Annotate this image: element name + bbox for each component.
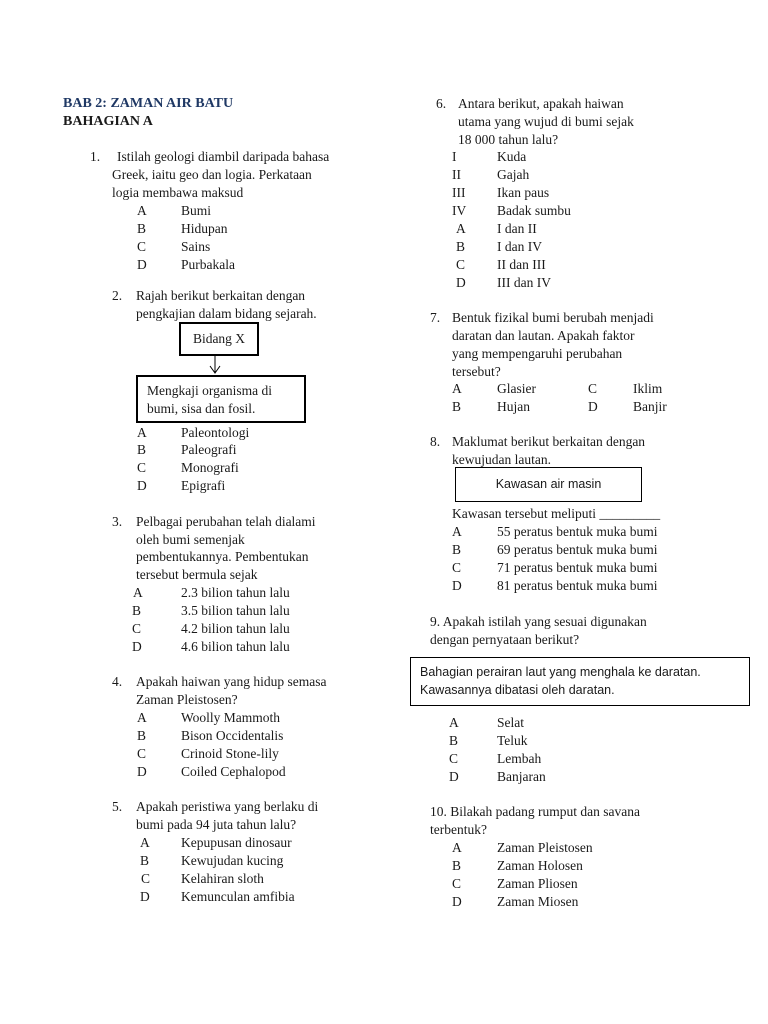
question-text: Greek, iaitu geo dan logia. Perkataan: [112, 167, 312, 182]
option-text[interactable]: Zaman Holosen: [497, 858, 583, 873]
option-letter[interactable]: D: [588, 399, 598, 414]
option-text[interactable]: 4.6 bilion tahun lalu: [181, 639, 290, 654]
question-text: utama yang wujud di bumi sejak: [458, 114, 634, 129]
option-text[interactable]: Lembah: [497, 751, 542, 766]
question-text: yang mempengaruhi perubahan: [452, 346, 623, 361]
option-text[interactable]: Hujan: [497, 399, 530, 414]
option-text[interactable]: Paleografi: [181, 442, 237, 457]
option-text[interactable]: Crinoid Stone-lily: [181, 746, 279, 761]
question-text: pembentukannya. Pembentukan: [136, 549, 309, 564]
question-text: tersebut bermula sejak: [136, 567, 258, 582]
option-letter[interactable]: D: [137, 257, 147, 272]
question-number: 4.: [112, 674, 123, 689]
question-text: 9. Apakah istilah yang sesuai digunakan: [430, 614, 647, 629]
question-text: Pelbagai perubahan telah dialami: [136, 514, 316, 529]
option-letter[interactable]: D: [452, 894, 462, 909]
option-text[interactable]: III dan IV: [497, 275, 551, 290]
option-letter[interactable]: A: [452, 840, 462, 855]
chapter-title: BAB 2: ZAMAN AIR BATU: [63, 96, 234, 111]
question-text: pengkajian dalam bidang sejarah.: [136, 306, 317, 321]
statement-numeral: IV: [452, 203, 467, 218]
question-text: oleh bumi semenjak: [136, 532, 245, 547]
option-text[interactable]: 55 peratus bentuk muka bumi: [497, 524, 658, 539]
option-letter[interactable]: B: [137, 221, 147, 236]
option-letter[interactable]: A: [133, 585, 143, 600]
option-text[interactable]: Glasier: [497, 381, 536, 396]
statement-text: Ikan paus: [497, 185, 550, 200]
question-number: 8.: [430, 434, 441, 449]
statement-numeral: I: [452, 149, 457, 164]
question-number: 3.: [112, 514, 123, 529]
question-text: kewujudan lautan.: [452, 452, 551, 467]
option-letter[interactable]: D: [449, 769, 459, 784]
option-text[interactable]: Bumi: [181, 203, 212, 218]
option-letter[interactable]: C: [137, 239, 147, 254]
question-text: Apakah haiwan yang hidup semasa: [136, 674, 327, 689]
question-text: Istilah geologi diambil daripada bahasa: [117, 149, 330, 164]
option-text[interactable]: Woolly Mammoth: [181, 710, 281, 725]
diagram-box-bottom: [136, 375, 306, 423]
option-letter[interactable]: D: [456, 275, 466, 290]
option-letter[interactable]: B: [452, 858, 462, 873]
question-number: 6.: [436, 96, 447, 111]
option-letter[interactable]: A: [140, 835, 150, 850]
option-letter[interactable]: D: [140, 889, 150, 904]
option-text[interactable]: I dan II: [497, 221, 537, 236]
option-text[interactable]: Purbakala: [181, 257, 235, 272]
statement-text: Gajah: [497, 167, 530, 182]
option-text[interactable]: Zaman Pliosen: [497, 876, 578, 891]
option-text[interactable]: 69 peratus bentuk muka bumi: [497, 542, 658, 557]
option-letter[interactable]: A: [137, 203, 147, 218]
option-text[interactable]: Zaman Pleistosen: [497, 840, 593, 855]
diagram-box-label: Bidang X: [192, 331, 246, 346]
option-text[interactable]: Monografi: [181, 460, 239, 475]
option-letter[interactable]: B: [140, 853, 150, 868]
option-text[interactable]: I dan IV: [497, 239, 542, 254]
option-letter[interactable]: A: [449, 715, 459, 730]
question-number: 7.: [430, 310, 441, 325]
option-text[interactable]: Coiled Cephalopod: [181, 764, 286, 779]
option-text[interactable]: Hidupan: [181, 221, 228, 236]
option-text[interactable]: Banjaran: [497, 769, 546, 784]
option-text[interactable]: Kemunculan amfibia: [181, 889, 295, 904]
question-number: 2.: [112, 288, 123, 303]
option-letter[interactable]: B: [452, 542, 462, 557]
diagram-box-text: Mengkaji organisma di: [147, 383, 272, 398]
option-text[interactable]: Paleontologi: [181, 425, 250, 440]
option-text[interactable]: Sains: [181, 239, 211, 254]
statement-box: [410, 657, 750, 706]
option-letter[interactable]: D: [137, 764, 147, 779]
question-text: Zaman Pleistosen?: [136, 692, 238, 707]
option-letter[interactable]: B: [132, 603, 142, 618]
question-text: Maklumat berikut berkaitan dengan: [452, 434, 646, 449]
question-text: Rajah berikut berkaitan dengan: [136, 288, 306, 303]
statement-text: Badak sumbu: [497, 203, 571, 218]
option-letter[interactable]: C: [137, 460, 147, 475]
question-text: 10. Bilakah padang rumput dan savana: [430, 804, 640, 819]
option-letter[interactable]: A: [452, 524, 462, 539]
option-text[interactable]: Zaman Miosen: [497, 894, 579, 909]
option-letter[interactable]: A: [456, 221, 466, 236]
question-text: bumi pada 94 juta tahun lalu?: [136, 817, 297, 832]
question-text: logia membawa maksud: [112, 185, 244, 200]
question-text: 18 000 tahun lalu?: [458, 132, 559, 147]
info-box: [455, 467, 642, 502]
option-letter[interactable]: D: [137, 478, 147, 493]
section-title: BAHAGIAN A: [63, 114, 153, 129]
option-text[interactable]: Kepupusan dinosaur: [181, 835, 292, 850]
arrow-down-icon: [205, 354, 225, 376]
option-letter[interactable]: B: [137, 442, 147, 457]
option-letter[interactable]: D: [132, 639, 142, 654]
option-letter[interactable]: C: [456, 257, 466, 272]
question-number: 1.: [90, 149, 101, 164]
option-text[interactable]: 71 peratus bentuk muka bumi: [497, 560, 658, 575]
question-text: tersebut?: [452, 364, 501, 379]
option-letter[interactable]: C: [452, 560, 462, 575]
question-text: daratan dan lautan. Apakah faktor: [452, 328, 635, 343]
option-text[interactable]: 4.2 bilion tahun lalu: [181, 621, 290, 636]
option-letter[interactable]: B: [452, 399, 462, 414]
option-letter[interactable]: C: [132, 621, 142, 636]
option-letter[interactable]: A: [452, 381, 462, 396]
option-text[interactable]: Kewujudan kucing: [181, 853, 284, 868]
option-letter[interactable]: B: [449, 733, 459, 748]
statement-numeral: III: [452, 185, 466, 200]
diagram-box-text: bumi, sisa dan fosil.: [147, 401, 256, 416]
option-letter[interactable]: B: [456, 239, 466, 254]
option-text[interactable]: Bison Occidentalis: [181, 728, 284, 743]
statement-box-text: Bahagian perairan laut yang menghala ke daratan.: [420, 665, 701, 679]
option-letter[interactable]: A: [137, 425, 147, 440]
option-text[interactable]: Iklim: [633, 381, 663, 396]
statement-box-text: Kawasannya dibatasi oleh daratan.: [420, 683, 615, 697]
question-number: 5.: [112, 799, 123, 814]
option-letter[interactable]: C: [588, 381, 598, 396]
question-text: terbentuk?: [430, 822, 487, 837]
option-text[interactable]: 2.3 bilion tahun lalu: [181, 585, 290, 600]
question-text: dengan pernyataan berikut?: [430, 632, 580, 647]
option-letter[interactable]: C: [141, 871, 151, 886]
option-text[interactable]: Kelahiran sloth: [181, 871, 264, 886]
option-letter[interactable]: B: [137, 728, 147, 743]
option-text[interactable]: Banjir: [633, 399, 667, 414]
option-letter[interactable]: C: [452, 876, 462, 891]
statement-numeral: II: [452, 167, 461, 182]
option-letter[interactable]: D: [452, 578, 462, 593]
option-text[interactable]: 3.5 bilion tahun lalu: [181, 603, 290, 618]
diagram-box-top: [179, 322, 259, 356]
question-text: Apakah peristiwa yang berlaku di: [136, 799, 319, 814]
info-box-text: Kawasan air masin: [495, 477, 602, 491]
option-letter[interactable]: C: [449, 751, 459, 766]
option-letter[interactable]: A: [137, 710, 147, 725]
statement-text: Kuda: [497, 149, 527, 164]
option-letter[interactable]: C: [137, 746, 147, 761]
option-text[interactable]: Teluk: [497, 733, 528, 748]
option-text[interactable]: 81 peratus bentuk muka bumi: [497, 578, 658, 593]
question-text: Antara berikut, apakah haiwan: [458, 96, 624, 111]
question-stem: Kawasan tersebut meliputi _________: [452, 506, 661, 521]
question-text: Bentuk fizikal bumi berubah menjadi: [452, 310, 654, 325]
option-text[interactable]: II dan III: [497, 257, 546, 272]
option-text[interactable]: Epigrafi: [181, 478, 226, 493]
option-text[interactable]: Selat: [497, 715, 524, 730]
